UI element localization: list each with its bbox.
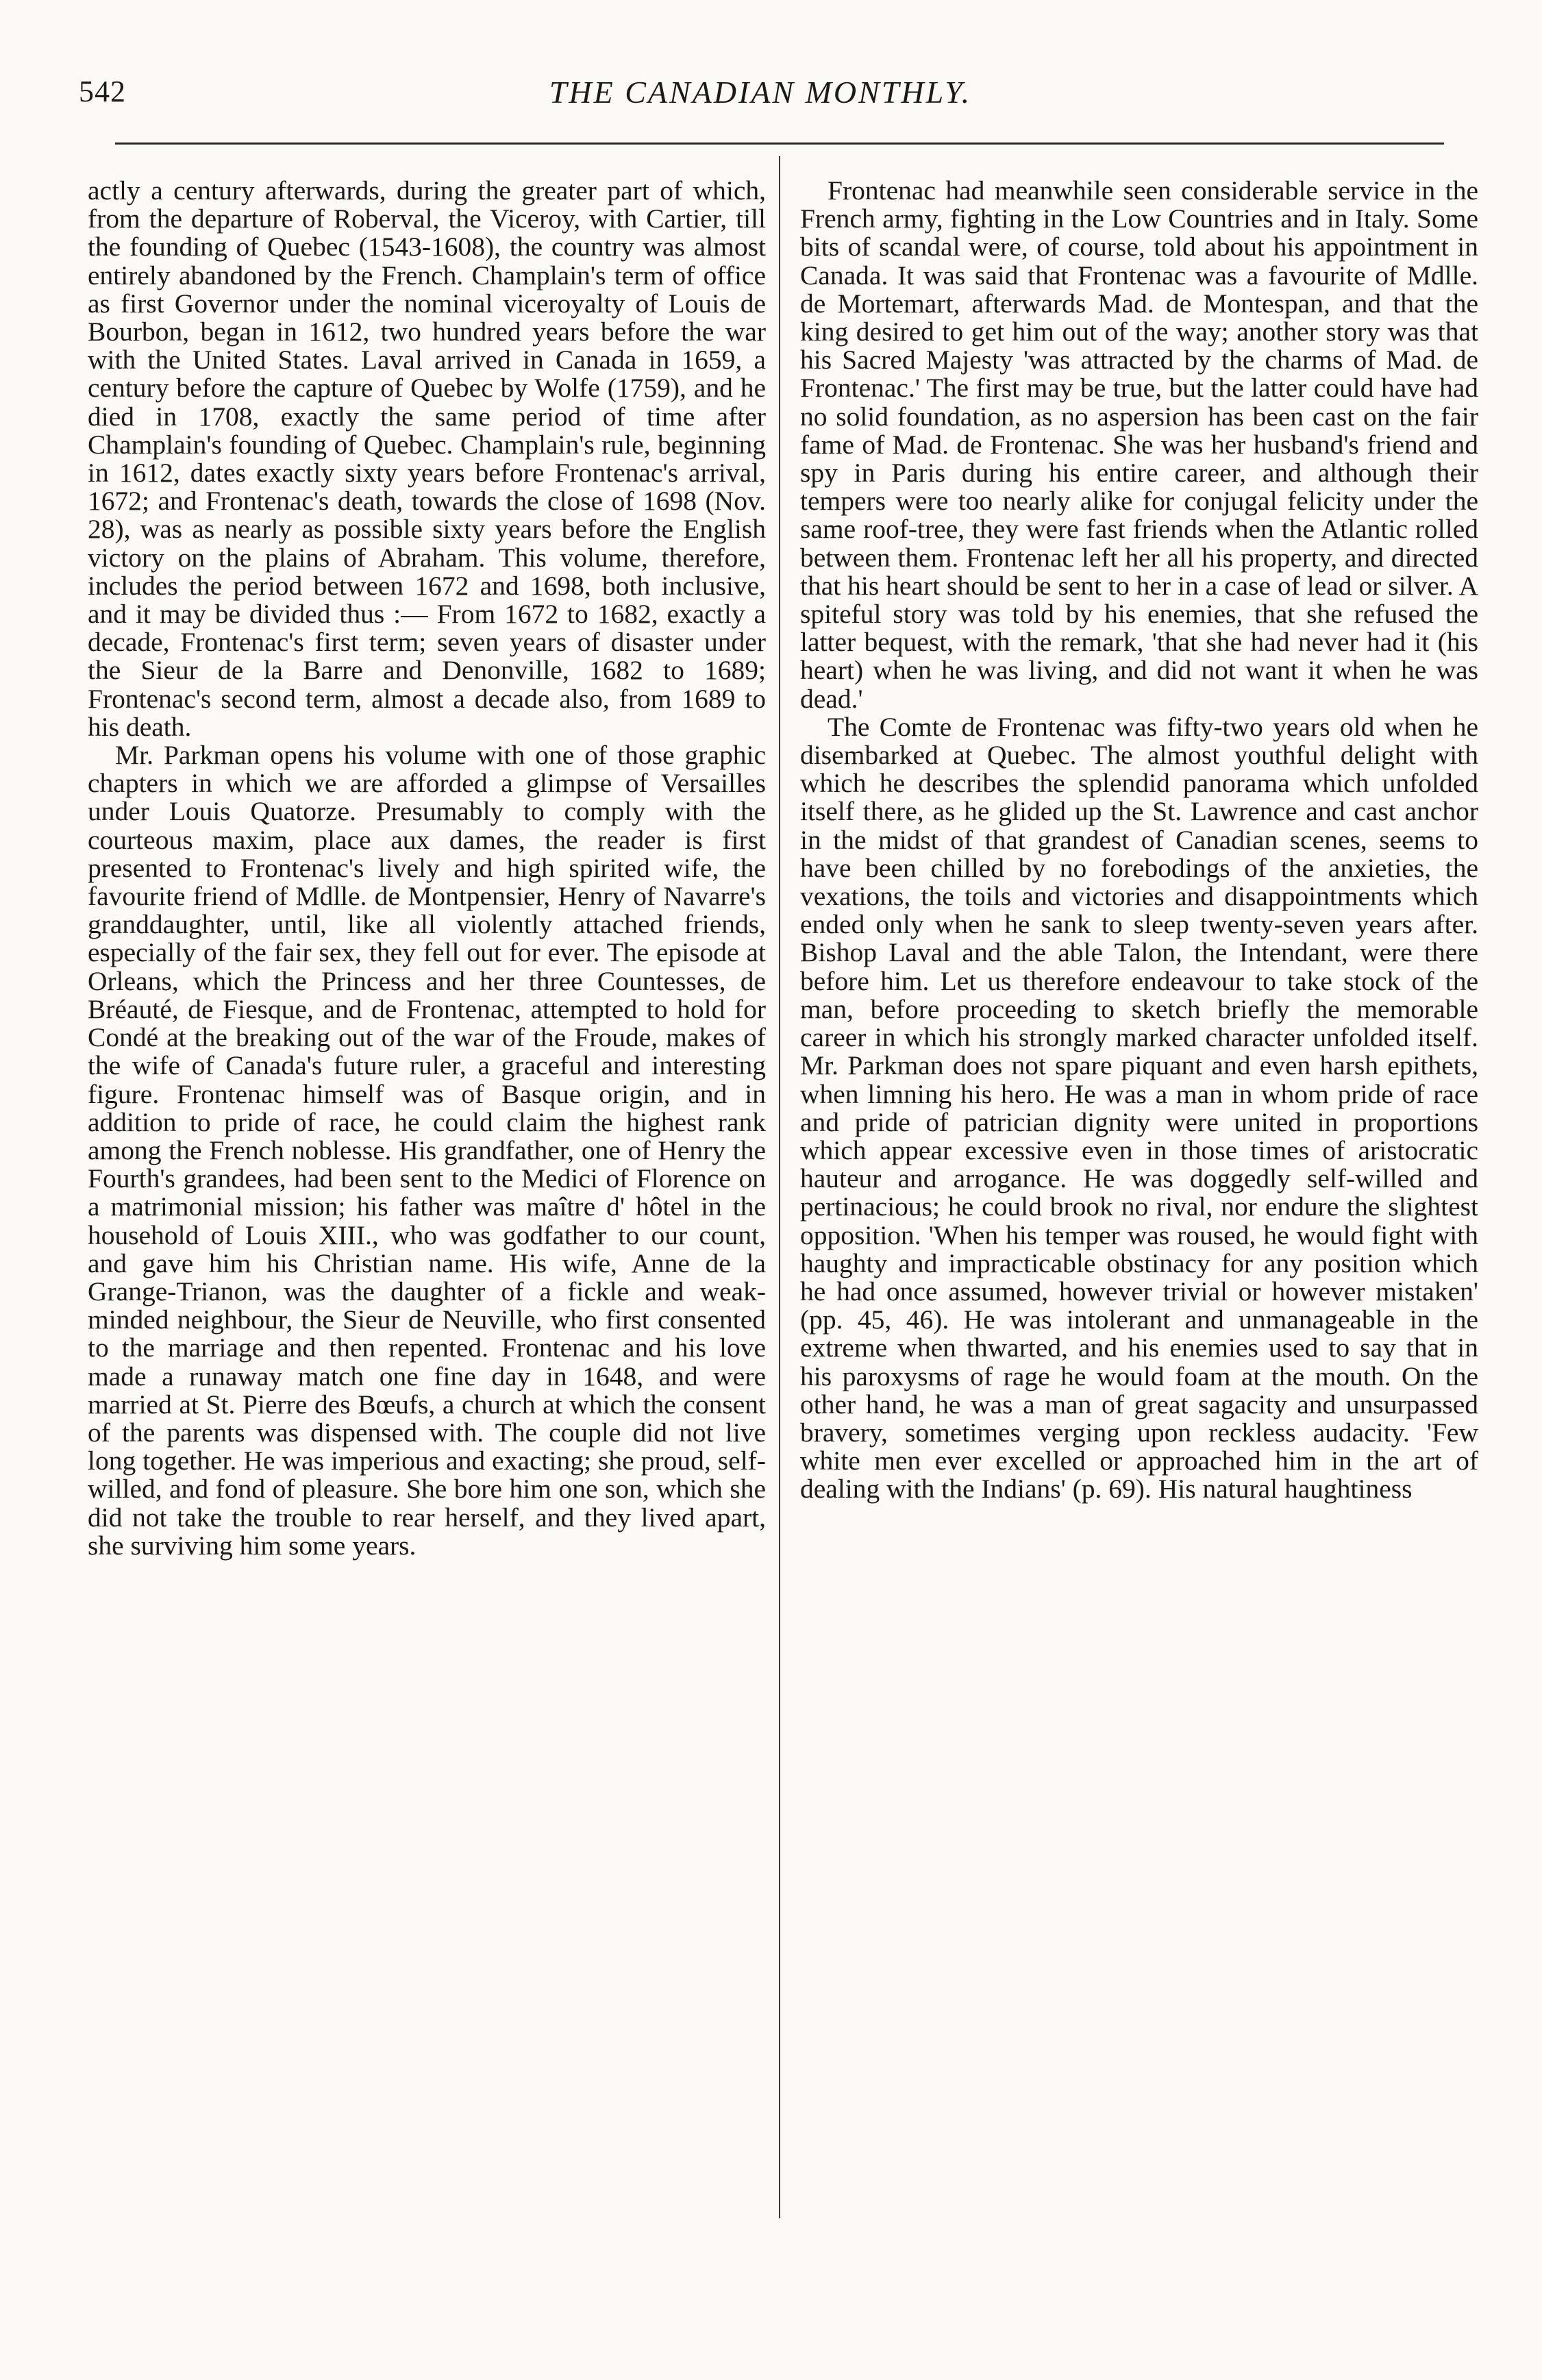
right-paragraph-2: The Comte de Frontenac was fifty-two years old when he disembarked at Quebec. The almost youthful delight with which he describes the splendid panorama which unfolded itself there, as he glided up the St. Lawrence and cast anchor in the midst of that grandest of Canadian scenes, seems to have been chilled by no forebodings of the anxieties, the vexations, the toils and victories and disappointments which ended only when he sank to sleep twenty-seven years after. Bishop Laval and the able Talon, the Intendant, were there before him. Let us therefore endeavour to take stock of the man, before proceeding to sketch briefly the memorable career in which his strongly marked character unfolded itself. Mr. Parkman does not spare piquant and even harsh epithets, when limning his hero. He was a man in whom pride of race and pride of patrician dignity were united in proportions which appear excessive even in those times of aristocratic hauteur and arrogance. He was doggedly self-willed and pertinacious; he could brook no rival, nor endure the slightest opposition. 'When his temper was roused, he would fight with haughty and impracticable obstinacy for any position which he had once assumed, however trivial or however mistaken' (pp. 45, 46). He was intolerant and unmanageable in the extreme when thwarted, and his enemies used to say that in his paroxysms of rage he would foam at the mouth. On the other hand, he was a man of great sagacity and unsurpassed bravery, sometimes verging upon reckless audacity. 'Few white men ever excelled or approached him in the art of dealing with the Indians' (p. 69). His natural haughtiness [800,711,1478,1504]
left-paragraph-2: Mr. Parkman opens his volume with one of those graphic chapters in which we are afforded a glimpse of Versailles under Louis Quatorze. Presumably to comply with the courteous maxim, place aux dames, the reader is first presented to Frontenac's lively and high spirited wife, the favourite friend of Mdlle. de Montpensier, Henry of Navarre's granddaughter, until, like all violently attached friends, especially of the fair sex, they fell out for ever. The episode at Orleans, which the Princess and her three Countesses, de Bréauté, de Fiesque, and de Frontenac, attempted to hold for Condé at the breaking out of the war of the Froude, makes of the wife of Canada's future ruler, a graceful and interesting figure. Frontenac himself was of Basque origin, and in addition to pride of race, he could claim the highest rank among the French noblesse. His grandfather, one of Henry the Fourth's grandees, had been sent to the Medici of Florence on a matrimonial mission; his father was maître d' hôtel in the household of Louis XIII., who was godfather to our count, and gave him his Christian name. His wife, Anne de la Grange-Trianon, was the daughter of a fickle and weak-minded neighbour, the Sieur de Neuville, who first consented to the marriage and then repented. Frontenac and his love made a runaway match one fine day in 1648, and were married at St. Pierre des Bœufs, a church at which the consent of the parents was dispensed with. The couple did not live long together. He was imperious and exacting; she proud, self-willed, and fond of pleasure. She bore him one son, which she did not take the trouble to rear herself, and they lived apart, she surviving him some years. [88,740,766,1561]
page-number: 542 [79,75,126,108]
left-column [88,177,766,1560]
right-column [800,177,1478,1504]
left-paragraph-1: actly a century afterwards, during the greater part of which, from the departure of Roberval, the Viceroy, with Cartier, till the founding of Quebec (1543-1608), the country was almost entirely abandoned by the French. Champlain's term of office as first Governor under the nominal viceroyalty of Louis de Bourbon, began in 1612, two hundred years before the war with the United States. Laval arrived in Canada in 1659, a century before the capture of Quebec by Wolfe (1759), and he died in 1708, exactly the same period of time after Champlain's founding of Quebec. Champlain's rule, beginning in 1612, dates exactly sixty years before Frontenac's arrival, 1672; and Frontenac's death, towards the close of 1698 (Nov. 28), was as nearly as possible sixty years before the English victory on the plains of Abraham. This volume, therefore, includes the period between 1672 and 1698, both inclusive, and it may be divided thus :— From 1672 to 1682, exactly a decade, Frontenac's first term; seven years of disaster under the Sieur de la Barre and Denonville, 1682 to 1689; Frontenac's second term, almost a decade also, from 1689 to his death. [88,175,766,742]
page-header [79,74,1442,129]
running-title: THE CANADIAN MONTHLY. [549,75,972,110]
column-divider [779,156,780,2218]
right-paragraph-1: Frontenac had meanwhile seen considerable service in the French army, fighting in the Low Countries and in Italy. Some bits of scandal were, of course, told about his appointment in Canada. It was said that Frontenac was a favourite of Mdlle. de Mortemart, afterwards Mad. de Montespan, and that the king desired to get him out of the way; another story was that his Sacred Majesty 'was attracted by the charms of Mad. de Frontenac.' The first may be true, but the latter could have had no solid foundation, as no aspersion has been cast on the fair fame of Mad. de Frontenac. She was her husband's friend and spy in Paris during his entire career, and although their tempers were too nearly alike for conjugal felicity under the same roof-tree, they were fast friends when the Atlantic rolled between them. Frontenac left her all his property, and directed that his heart should be sent to her in a case of lead or silver. A spiteful story was told by his enemies, that she refused the latter bequest, with the remark, 'that she had never had it (his heart) when he was living, and did not want it when he was dead.' [800,175,1478,714]
header-rule [115,142,1444,145]
